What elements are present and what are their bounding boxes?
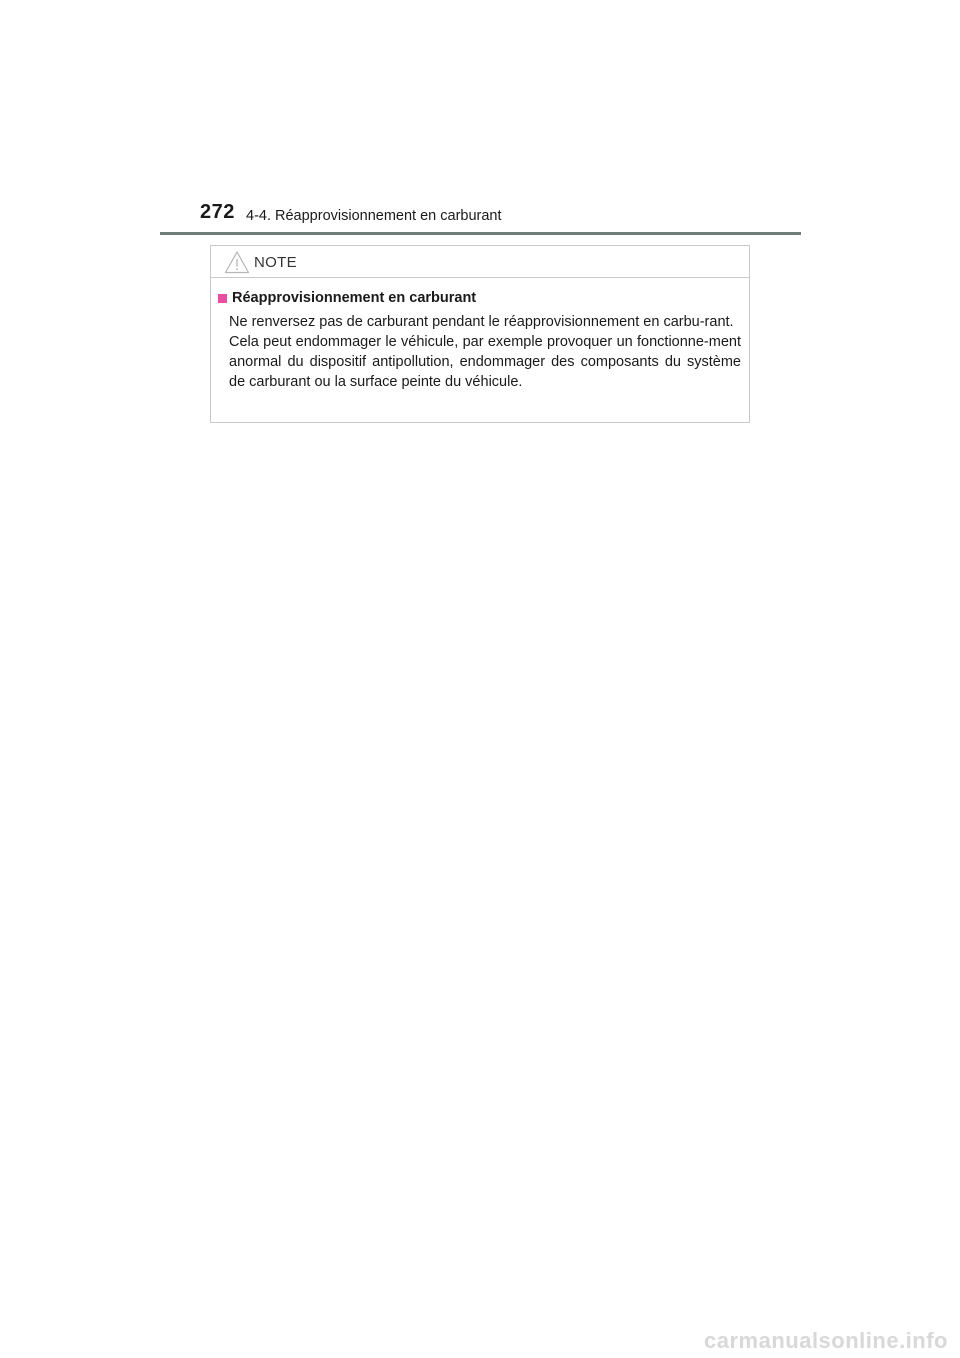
note-paragraph: Cela peut endommager le véhicule, par exemple provoquer un fonctionne-ment anormal du dispositif antipollution, endommager des composants du système de carburant ou la surface peinte du véhicule. <box>229 334 741 390</box>
note-box <box>210 245 750 423</box>
warning-triangle-icon <box>224 250 250 274</box>
note-header <box>211 246 749 278</box>
header-rule <box>160 232 801 235</box>
section-title: 4-4. Réapprovisionnement en carburant <box>246 208 502 224</box>
note-paragraph: Ne renversez pas de carburant pendant le réapprovisionnement en carbu-rant. <box>229 314 734 330</box>
watermark: carmanualsonline.info <box>704 1328 948 1353</box>
page-number: 272 <box>200 201 235 223</box>
square-bullet-icon <box>218 294 227 303</box>
note-item-title-text: Réapprovisionnement en carburant <box>232 290 477 306</box>
note-item-title <box>218 290 476 306</box>
note-label: NOTE <box>254 254 297 271</box>
note-body <box>229 312 741 392</box>
